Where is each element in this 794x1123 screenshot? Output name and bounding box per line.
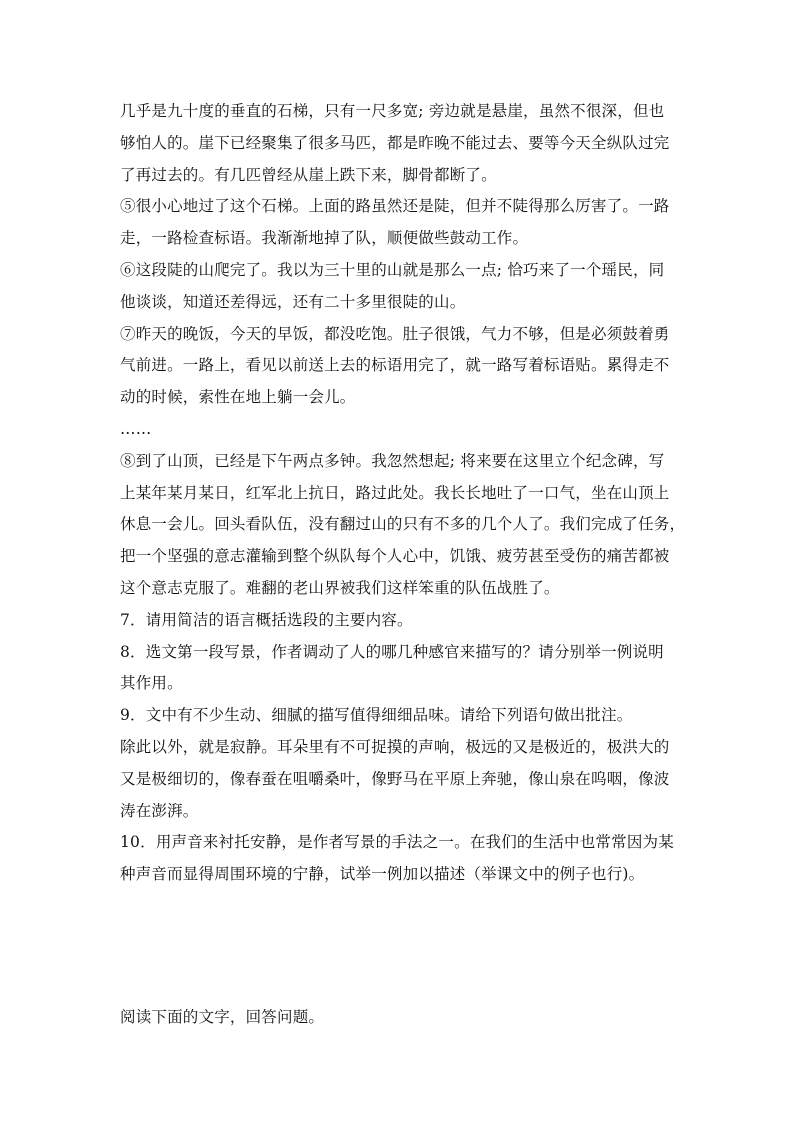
ellipsis-line: …… (120, 419, 152, 438)
text-line: 这个意志克服了。难翻的老山界被我们这样笨重的队伍战胜了。 (120, 578, 560, 597)
question-7: 7．请用简洁的语言概括选段的主要内容。 (120, 610, 413, 629)
text-line: 气前进。一路上，看见以前送上去的标语用完了，就一路写着标语贴。累得走不 (120, 356, 670, 375)
reading-instruction: 阅读下面的文字，回答问题。 (120, 1007, 325, 1026)
text-line: 了再过去的。有几匹曾经从崖上跌下来，脚骨都断了。 (120, 165, 497, 184)
question-10: 10．用声音来衬托安静，是作者写景的手法之一。在我们的生活中也常常因为某 (120, 833, 674, 852)
question-8: 8．选文第一段写景，作者调动了人的哪几种感官来描写的？请分别举一例说明 (120, 642, 664, 661)
text-line: 他谈谈，知道还差得远，还有二十多里很陡的山。 (120, 292, 466, 311)
text-line: 把一个坚强的意志灌输到整个纵队每个人心中，饥饿、疲劳甚至受伤的痛苦都被 (120, 547, 670, 566)
blank-space (120, 891, 680, 1002)
text-line: 其作用。 (120, 674, 183, 693)
text-line: 休息一会儿。回头看队伍，没有翻过山的只有不多的几个人了。我们完成了任务， (120, 515, 686, 534)
text-line: 走，一路检查标语。我渐渐地掉了队，顺便做些鼓动工作。 (120, 229, 529, 248)
paragraph-8-line: ⑧到了山顶，已经是下午两点多钟。我忽然想起; 将来要在这里立个纪念碑，写 (120, 451, 665, 470)
quoted-passage-line: 除此以外，就是寂静。耳朵里有不可捉摸的声响，极远的又是极近的，极洪大的 (120, 737, 670, 756)
question-9: 9．文中有不少生动、细腻的描写值得细细品味。请给下列语句做出批注。 (120, 706, 633, 725)
paragraph-5-line: ⑤很小心地过了这个石梯。上面的路虽然还是陡，但并不陡得那么厉害了。一路 (120, 197, 670, 216)
text-line: 动的时候，索性在地上躺一会儿。 (120, 388, 356, 407)
paragraph-7-line: ⑦昨天的晚饭，今天的早饭，都没吃饱。肚子很饿，气力不够，但是必须鼓着勇 (120, 324, 670, 343)
text-line: 几乎是九十度的垂直的石梯，只有一尺多宽; 旁边就是悬崖，虽然不很深，但也 (120, 102, 665, 120)
quoted-passage-line: 涛在澎湃。 (120, 801, 199, 820)
document-page (120, 96, 686, 1034)
quoted-passage-line: 又是极细切的，像春蚕在咀嚼桑叶，像野马在平原上奔驰，像山泉在呜咽，像波 (120, 769, 670, 788)
text-line: 种声音而显得周围环境的宁静，试举一例加以描述（举课文中的例子也行)。 (120, 865, 645, 884)
paragraph-6-line: ⑥这段陡的山爬完了。我以为三十里的山就是那么一点; 恰巧来了一个瑶民，同 (120, 260, 665, 279)
text-line: 够怕人的。崖下已经聚集了很多马匹，都是昨晚不能过去、要等今天全纵队过完 (120, 133, 670, 152)
text-line: 上某年某月某日，红军北上抗日，路过此处。我长长地吐了一口气，坐在山顶上 (120, 483, 670, 502)
